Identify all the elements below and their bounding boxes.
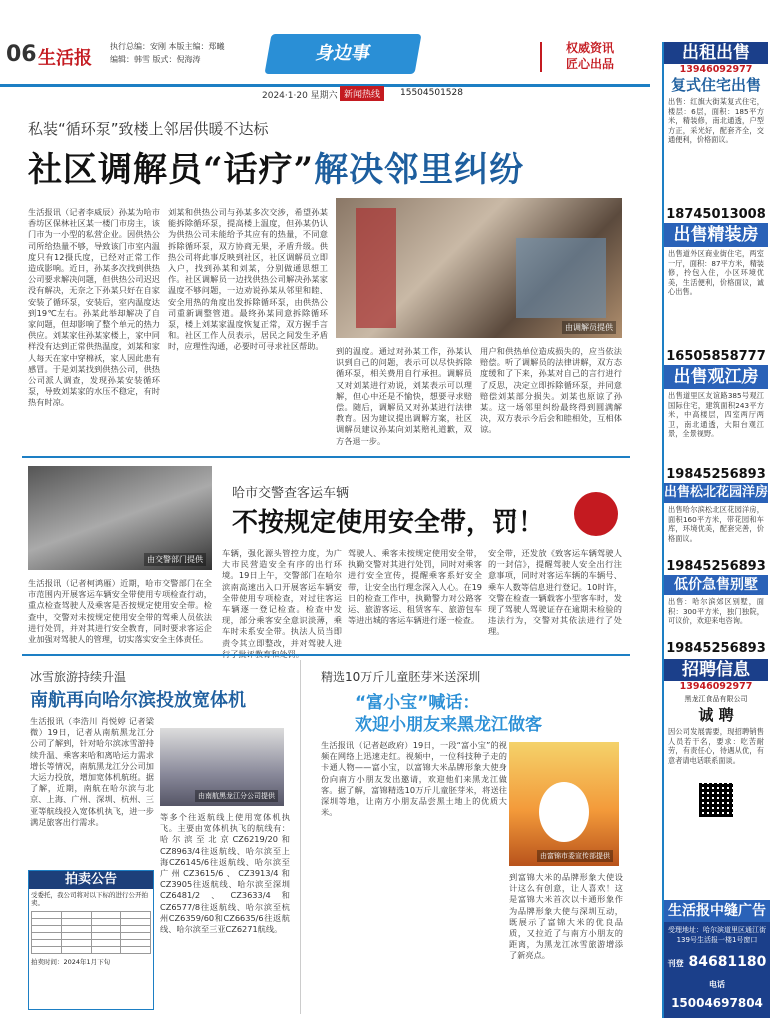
hotline-number: 15504501528 [400,88,463,98]
layout-designer: 版式：倪海涛 [152,55,201,64]
qr-code-icon [699,783,733,817]
ad3-text: 出售道里区友谊路385号观江国际住宅，建筑面积243平方米，中高楼层，四室两厅两卫，南北通透，大阳台观江景，全景视野。 [668,391,764,439]
notice-footer: 拍卖时间：2024年1月下旬 [31,958,111,966]
bottom-tel: 84681180 [688,954,767,970]
divider-1 [22,456,630,458]
ad3-title: 出售观江房 [664,365,768,389]
recruit-title: 招聘信息 [664,659,768,681]
bottom-address: 受理地址：哈尔滨道里区通江街139号生活报一楼1号窗口 [668,926,766,944]
exec-editor: 执行总编：安刚 [110,42,166,51]
red-seal-icon [574,492,618,536]
article3-col2: 等多个往返航线上使用宽体机执飞。主要由宽体机执飞的航线有：哈尔滨至北京CZ6219/20和CZ8963/4往返航线、哈尔滨至上海CZ6145/6往返航线、哈尔滨至广州CZ3615/6、CZ3913/4和CZ3905往返航线、哈尔滨至深圳CZ6481/2、CZ3633/4和CZ6577/8往返航线、哈尔滨至杭州CZ6359/60和CZ6635/6往返航线、哈尔滨至三亚CZ6271航线。 [160,812,290,935]
article2-caption: 由交警部门提供 [144,553,206,566]
bottom-tel2-label: 电话 [709,980,725,989]
slogan-line-1: 权威资讯 [566,41,615,55]
editor-credits [110,42,260,65]
ad1-phone: 18745013008 [666,207,766,222]
article2-col3: 驾驶人、乘客未按规定使用安全带，执勤交警对其进行处罚，同时对乘客进行安全宣传，提醒乘客系好安全带，让安全出行理念深入人心。在19日的检查工作中，执勤警力对公路客运、旅游客运、租赁客车、旅游包车等进出城的客运车辆进行逐一检查。 [348,548,482,626]
article1-col2: 刘某和供热公司与孙某多次交涉，希望孙某能拆除循环泵，提高楼上温度，但孙某仍认为供热公司未能给予其应有的热量，不同意拆除循环泵，双方协商无果，矛盾升级。供热公司将此事反映到社区，社区调解员立即入户，找到孙某和刘某，分别做通思想工作。社区调解员一边找供热公司解决孙某家温度不够问题，一边劝说孙某从邻里和睦、安全用热的角度出发拆除循环泵，由供热公司重新调整管道。最终孙某同意拆除循环泵，楼上刘某家温度恢复正常，双方握手言和。社区工作人员表示，居民之间发生矛盾时，应理性沟通，必要时可寻求社区帮助。 [168,207,328,352]
article1-headline [28,142,524,191]
ad1-title: 复式住宅出售 [664,75,768,95]
recruit-text: 因公司发展需要，现招聘销售人员若干名，要求：吃苦耐劳，有责任心，待遇从优，有意者请电话联系面谈。 [668,727,764,765]
article1-headline-b: 解决邻里纠纷 [314,150,525,190]
article2-col4: 安全带，还发放《致客运车辆驾驶人的一封信》，提醒驾驶人安全出行注意事项，同时对客运车辆的车辆号、乘车人数等信息进行登记。10时许，交警在检查一辆载客小型客车时，发现了驾驶人驾驶证存在逾期未检验的违法行为，交警对其依法进行了处理。 [488,548,622,637]
divider-2 [22,654,630,656]
recruit-phone: 13946092977 [679,681,753,692]
auction-notice [28,870,154,1010]
layout-editor: 编辑：韩雪 [110,55,150,64]
article4-block [300,660,630,1014]
article2-headline: 不按规定使用安全带，罚！ [232,508,545,538]
rent-title: 出租出售 [664,42,768,64]
mascot-shape [539,782,589,842]
section-banner: 身边事 [264,34,421,74]
bottom-ad [664,900,770,1018]
notice-text: 受委托，我公司将对以下标的进行公开拍卖。 [31,891,148,907]
ad2-text: 出售道外区商业街住宅，两室一厅，面积：87平方米，精装修，拎包入住，小区环境优美，生活便利，价格面议，诚心出售。 [668,249,764,297]
article3-photo [160,728,284,806]
article4-headline-b: 欢迎小朋友来黑龙江做客 [355,715,542,735]
ad4-text: 出售哈尔滨松北区花园洋房，面积160平方米，带花园和车库，环境优美，配套完善，价格面议。 [668,505,764,543]
ad5-text: 出售：哈尔滨郊区别墅，面积：300平方米，独门独院，可议价，欢迎来电咨询。 [668,597,764,626]
article4-col1: 生活报讯（记者赵政府）19日，一段“富小宝”的视频在网络上迅速走红。视频中，一位科技种子走的卡通人物——富小宝，以富锦大米品牌形象大使身份向南方小朋友发出邀请，欢迎他们来黑龙江做客。据了解，富锦精选10万斤儿童胚芽米，将送往深圳等地，让南方小朋友品尝黑土地上的优质大米。 [321,740,507,818]
ad4-phone: 19845256893 [666,559,766,574]
slogan-line-2: 匠心出品 [566,57,615,71]
article1-col1: 生活报讯（记者李威辰）孙某为哈市香坊区保林社区某一楼门市房主，该门市为一小型的私营企业。因供热公司所给热量不够，导致该门市室内温度只有12摄氏度，已经对正常工作造成影响。近日，孙某多次找到供热公司要求解决问题，但供热公司迟迟没有解决，无奈之下孙某只好在自家安装了循环泵，安装后，室内温度达到19℃左右。孙某此举却解决了自家问题，但却影响了整个单元的热力供应。刘某家住孙某家楼上，家中同样没有达到正常供热温度，刘某和家人每天在家中穿棉袄，家人因此患有感冒。于是刘某找到供热公司，供热公司派人调查，发现孙某安装循环泵，导致刘某家的水压不稳定，有时热有时凉。 [28,207,160,408]
article2-kicker: 哈市交警查客运车辆 [232,486,350,501]
bottom-title: 生活报中缝广告 [664,900,770,922]
slogan-divider [540,42,560,72]
pipe-shape [356,208,396,328]
section-editor: 本版主编：郑曦 [168,42,225,51]
article4-col2: 到富锦大米的品牌形象大使设计这么有创意，让人喜欢！这是富锦大米首次以卡通形象作为品牌形象大使与深圳互动，既展示了富锦大米的优良品质，又拉近了与南方小朋友的距离，为黑龙江冰雪旅游增添了新亮点。 [509,872,623,961]
article2-photo [28,466,212,570]
sleeve-shape [516,238,606,318]
article4-photo [509,742,619,866]
article3-kicker: 冰雪旅游持续升温 [30,670,127,684]
ad2-title: 出售精装房 [664,223,768,247]
article1-caption: 由调解员提供 [562,321,616,334]
article1-headline-a: 社区调解员“话疗” [28,150,315,190]
article3-col1: 生活报讯（李浩川 肖悦婷 记者梁微）19日，记者从南航黑龙江分公司了解到，针对哈尔滨冰雪游持续升温、乘客来哈和离哈运力需求增长等情况，南航黑龙江分公司加大运力投放，增加宽体机航班。据了解，近期，南航在哈尔滨与北京、上海、广州、深圳、杭州、三亚等航线投入宽体机执飞，进一步满足旅客出行需求。 [30,716,154,827]
hotline-label: 新闻热线 [340,86,384,101]
article4-caption: 由富锦市委宣传部提供 [537,850,613,862]
page-number: 06 [6,42,37,67]
paper-logo: 生活报 [38,48,92,69]
ad2-phone: 16505858777 [666,349,766,364]
classified-sidebar [662,42,768,1018]
notice-table [29,909,153,956]
header-rule [0,84,650,87]
article3-caption: 由南航黑龙江分公司提供 [195,790,278,802]
article1-col3: 到的温度。通过对孙某工作，孙某认识到自己的问题，表示可以尽快拆除循环泵，相关费用自行承担。调解员又对刘某进行劝说，刘某表示可以理解，但心中还是不愉快，想要寻求赔偿。随后，调解员又对孙某进行法律教育。因为建议提出调解方案，社区调解员建议孙某向刘某赔礼道歉，双方各退一步。 [336,346,472,446]
article2-col2: 车辆，强化源头管控力度，为广大市民营造安全有序的出行环境。19日上午，交警部门在哈尔滨南高速出入口开展客运车辆安全带使用专项检查，对过往客运车辆逐一登记检查。检查中发现，部分乘客安全意识淡薄，乘车时未系安全带。执法人员当即责令其立即整改，并对驾驶人进 [222,548,342,648]
bottom-phone-row-2 [664,974,770,1012]
bottom-tel-label: 刊登 [667,959,684,968]
article1-photo [336,198,622,338]
rent-phone: 13946092977 [679,64,753,75]
slogan [566,40,614,72]
article1-kicker: 私装“循环泵”致楼上邻居供暖不达标 [28,120,269,138]
recruit-company: 黑龙江食品有限公司 [684,695,748,703]
article2-col1: 生活报讯（记者柯鸿雁）近期，哈市交警部门在全市范围内开展客运车辆安全带使用专项检查行动，重点检查驾驶人及乘客是否按规定使用安全带。检查中，交警对未按规定使用安全带的驾乘人员依法进行处罚，并对其进行安全教育，同时要求客运企业加强对驾驶人的管理，切实落实安全主体责任。 [28,578,212,645]
bottom-phone-row [664,952,770,974]
ad3-phone: 19845256893 [666,467,766,482]
ad1-text: 出售：红旗大街某复式住宅，楼层：6层，面积：185平方米，精装修，南北通透，户型方正，采光好，配套齐全，交通便利，价格面议。 [668,97,764,145]
article4-headline-a: “富小宝”喊话： [355,693,480,713]
recruit-big: 诚 聘 [698,706,734,724]
ad5-phone: 19845256893 [666,641,766,656]
article1-col4: 用户和供热单位造成损失的，应当依法赔偿。听了调解员的法律讲解，双方态度缓和了下来，孙某对自己的言行进行了反思，决定立即拆除循环泵，并同意赔偿刘某部分损失。刘某也原谅了孙某。这一场邻里纠纷最终得到圆满解决，双方表示今后会和睦相处，互相体谅。 [480,346,622,435]
article4-kicker: 精选10万斤儿童胚芽米送深圳 [321,670,481,684]
article3-headline: 南航再向哈尔滨投放宽体机 [30,690,246,711]
issue-date: 2024·1·20 星期六 [262,91,338,101]
bottom-tel2: 15004697804 [671,996,763,1010]
notice-title: 拍卖公告 [29,871,153,889]
ad4-title: 出售松北花园洋房 [664,483,768,503]
ad5-title: 低价急售别墅 [664,575,768,595]
